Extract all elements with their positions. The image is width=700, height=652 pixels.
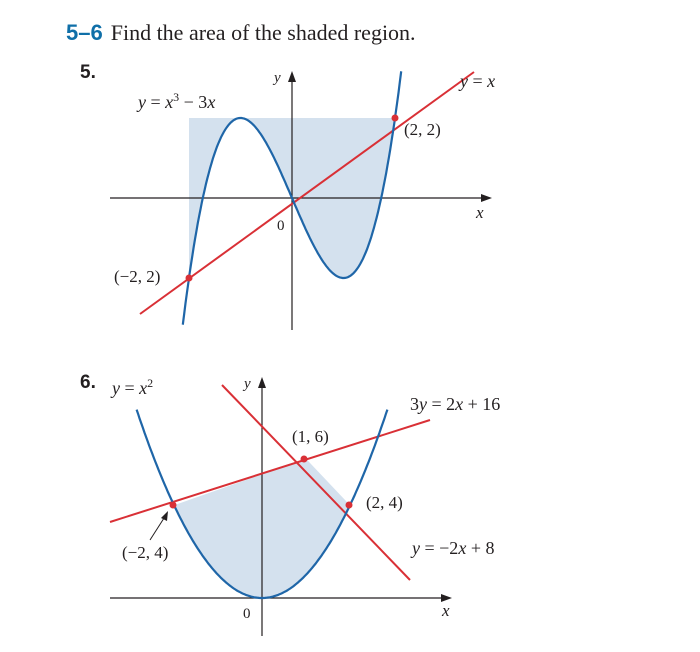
f5-line-label: y = x	[460, 71, 496, 91]
f5-curve-label: $y = x^3 - 3x$	[138, 90, 216, 112]
f6-point-1-6	[301, 456, 308, 463]
f6-y-arrow-icon	[258, 377, 266, 388]
f5-x-arrow-icon	[481, 194, 492, 202]
f6-point-neg2-4	[170, 502, 177, 509]
f6-pointer-arrow-icon	[161, 511, 168, 521]
f6-point-2-4	[346, 502, 353, 509]
f5-point-neg2-2	[186, 275, 193, 282]
f5-point-2-2	[392, 115, 399, 122]
section-number: 5–6	[66, 20, 103, 45]
figure-6	[110, 376, 500, 636]
f6-point-label-2-4: (2, 4)	[366, 493, 403, 512]
f6-line1-label: 3y = 2x + 16	[410, 394, 501, 414]
f5-y-arrow-icon	[288, 71, 296, 82]
f5-point-label-2-2: (2, 2)	[404, 120, 441, 139]
f6-y-axis-label: y	[244, 376, 251, 392]
figure-5	[110, 70, 495, 330]
f6-origin-label: 0	[243, 606, 251, 622]
f5-x-axis-label: x	[476, 203, 484, 222]
f6-point-label-1-6: (1, 6)	[292, 427, 329, 446]
f5-point-label-neg2-2: (−2, 2)	[114, 267, 161, 286]
f6-line2-label: y = −2x + 8	[412, 538, 495, 558]
problem-5-number: 5.	[80, 62, 96, 83]
section-title: Find the area of the shaded region.	[110, 20, 416, 45]
f5-origin-label: 0	[277, 218, 285, 234]
f6-x-axis-label: x	[442, 601, 450, 620]
problem-6-number: 6.	[80, 372, 96, 393]
f5-y-axis-label: y	[274, 70, 281, 86]
f6-curve-label: $y = x^2$	[112, 376, 154, 398]
f6-point-label-neg2-4: (−2, 4)	[122, 543, 169, 562]
